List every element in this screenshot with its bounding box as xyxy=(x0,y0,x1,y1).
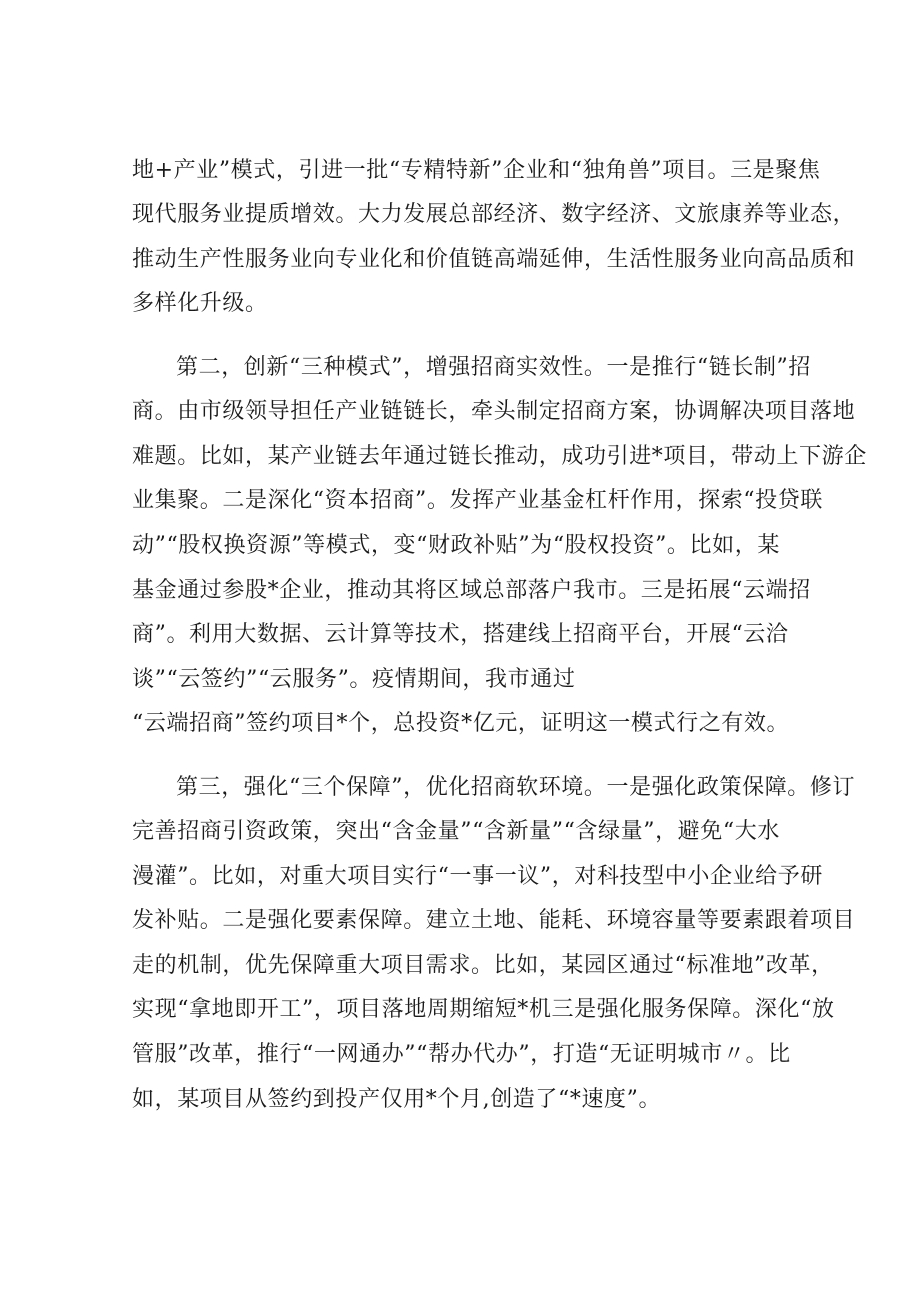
p3-line-8: 如，某项目从签约到投产仅用*个月,创造了“*速度”。 xyxy=(132,1087,662,1112)
p2-line-1: 第二，创新“三种模式”，增强招商实效性。一是推行“链长制”招 xyxy=(176,355,811,380)
p2-line-2: 商。由市级领导担任产业链链长，牵头制定招商方案，协调解决项目落地 xyxy=(132,399,856,424)
p3-line-7: 管服”改革，推行“一网通办”“帮办代办”，打造“无证明城市〃。比 xyxy=(132,1042,791,1067)
p3-line-1: 第三，强化“三个保障”，优化招商软环境。一是强化政策保障。修订 xyxy=(176,775,856,800)
p3-line-5: 走的机制，优先保障重大项目需求。比如，某园区通过“标准地”改革， xyxy=(132,953,834,978)
p1-line-2: 现代服务业提质增效。大力发展总部经济、数字经济、文旅康养等业态， xyxy=(132,202,856,227)
p3-line-3: 漫灌”。比如，对重大项目实行“一事一议”，对科技型中小企业给予研 xyxy=(132,864,823,889)
p1-line-3: 推动生产性服务业向专业化和价值链高端延伸，生活性服务业向高品质和 xyxy=(132,247,856,272)
p2-line-4: 业集聚。二是深化“资本招商”。发挥产业基金杠杆作用，探索“投贷联 xyxy=(132,488,823,513)
p2-line-7: 商”。利用大数据、云计算等技术，搭建线上招商平台，开展“云洽 xyxy=(132,622,789,647)
p3-line-4: 发补贴。二是强化要素保障。建立土地、能耗、环境容量等要素跟着项目 xyxy=(132,908,856,933)
p1-line-4: 多样化升级。 xyxy=(132,291,268,316)
p2-line-9: “云端招商”签约项目*个，总投资*亿元，证明这一模式行之有效。 xyxy=(132,711,790,736)
p3-line-2: 完善招商引资政策，突出“含金量”“含新量”“含绿量”，避免“大水 xyxy=(132,819,780,844)
p2-line-8: 谈”“云签约”“云服务”。疫情期间，我市通过 xyxy=(132,667,576,692)
p3-line-6: 实现“拿地即开工”，项目落地周期缩短*机三是强化服务保障。深化“放 xyxy=(132,997,835,1022)
p2-line-6: 基金通过参股*企业，推动其将区域总部落户我市。三是拓展“云端招 xyxy=(132,578,811,603)
p2-line-5: 动”“股权换资源”等模式，变“财政补贴”为“股权投资”。比如，某 xyxy=(132,533,780,558)
p1-line-1: 地+产业”模式，引进一批“专精特新”企业和“独角兽”项目。三是聚焦 xyxy=(132,158,821,183)
p2-line-3: 难题。比如，某产业链去年通过链长推动，成功引进*项目，带动上下游企 xyxy=(132,444,867,469)
